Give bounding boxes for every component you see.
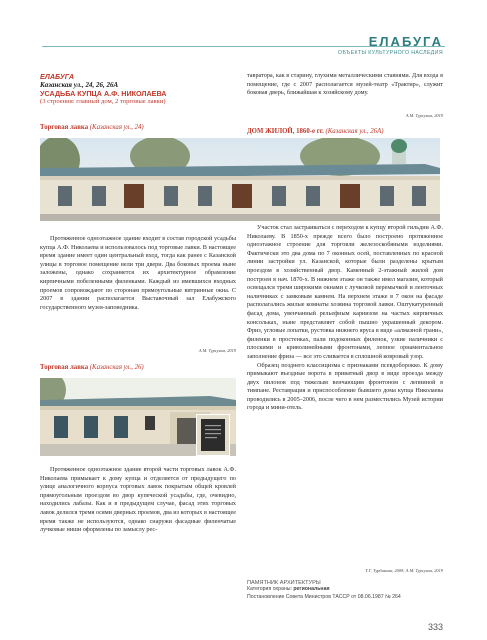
- caption-shop-24: [40, 124, 144, 131]
- footnote-heading: ПАМЯТНИК АРХИТЕКТУРЫ: [247, 580, 321, 586]
- left-body-2: [40, 466, 236, 535]
- right-body-main: [247, 224, 443, 413]
- running-header-subtitle: ОБЪЕКТЫ КУЛЬТУРНОГО НАСЛЕДИЯ: [338, 50, 443, 56]
- footnote-category-label: Категория охраны:: [247, 586, 294, 592]
- caption-residential-house-rest: (Казанская ул., 26А): [323, 128, 384, 135]
- left-paragraph-1: Протяженное одноэтажное здание входит в состав городской усадьбы купца А.Ф. Николаева и использовалось под торговые лавки. В настоящее время здание имеет один центральный вход, тогда как ранее с Казанской улицы в торговое помещение вели три двери. Два боковых проема ныне заложены, однако сохраняется их архитектурное обрамление кирпичными побеленными филенками. Каждый из имевшихся входных проемов сопровождают по сторонам прямоугольные витринные окна. С 2007 в здании располагается Выставочный зал Елабужского государственного музея-заповедника.: [40, 235, 236, 311]
- caption-shop-26-bold: Торговая лавка: [40, 364, 89, 371]
- credit-text: Т.Г. Турбинова, 2009; А.М. Турсунов, 2019: [365, 568, 443, 573]
- monument-footnote: [247, 580, 443, 601]
- photo-memorial-plaque: [196, 414, 230, 456]
- caption-shop-24-rest: (Казанская ул., 24): [88, 124, 144, 131]
- credit-photo-2: А.М. Турсунов, 2019: [405, 113, 443, 118]
- right-paragraph-main-1: Участок стал застраиваться с переходом к купцу второй гильдии А.Ф. Николаеву. В 1850-х прежде всего было построено протяженное одноэтажное строение для торговли железоскобяными изделиями. Фактически это два дома по 7 оконных осей, поставленных по красной линии застройки ул. Казанской, которые были разделены крытым проездом в хозяйственный двор. Каменный 2-этажный жилой дом построен в нач. 1870-х. В нижнем этаже он также имел магазин, который освещался тремя широкими окнами с лучковой перемычкой и ленточных наличниках с замковым камнем. На верхнем этаже в 7 окон на фасаде располагались жилые комнаты хозяина торговой лавки. Оштукатуренный фасад дома, увенчанный рельефным карнизом на частых кирпичных консольках, ныне представляет собой пышно украшенный декором. Фриз, угловые лопатки, рустовка нижнего яруса в виде «алмазной грани», филенки в простенках, пали подоконных филенок, узкие наличники с плоскими и криволинейными фронтонами, лепное орнаментальное заполнение фриза — все это сливается в сплошной ковровый узор.: [247, 224, 443, 360]
- caption-shop-24-bold: Торговая лавка: [40, 124, 89, 131]
- estate-title: УСАДЬБА КУПЦА А.Ф. НИКОЛАЕВА: [40, 89, 167, 98]
- caption-residential-house-bold: ДОМ ЖИЛОЙ, 1860-е гг.: [247, 128, 324, 135]
- page-number: 333: [427, 622, 443, 632]
- right-body-top: [247, 72, 443, 98]
- address: Казанская ул., 24, 26, 26А: [40, 81, 119, 89]
- footnote-category-value: региональная: [293, 586, 330, 592]
- estate-subtitle: (3 строения: главный дом, 2 торговые лавки): [40, 98, 166, 105]
- caption-shop-26: [40, 364, 144, 371]
- running-header-title: ЕЛАБУГА: [368, 34, 443, 49]
- left-body-1: [40, 235, 236, 312]
- credit-photo-1: А.М. Турсунов, 2019: [198, 348, 236, 353]
- footnote-category: [247, 586, 443, 594]
- footnote-decree: Постановление Совета Министров ТАССР от 08.06.1987 № 264: [247, 593, 401, 600]
- left-paragraph-2: Протяженное одноэтажное здание второй части торговых лавок А.Ф. Николаева примыкает к дому купца и отделяется от предыдущего по улице аналогичного корпуса торговых лавок покрытым общей кровлей прямоугольным проездом во двор купеческой усадьбы, где, очевидно, находились лабазы. Как и в предыдущем случае, фасад этих торговых лавок делился тремя осями дверных проемов, два из которых в настоящее время также не используются, однако снаружи фасадные филенчатые лучковые ниши оформлены по замыслу рес-: [40, 466, 236, 534]
- right-paragraph-main-2: Образец позднего классицизма с признаками псевдоборокко. К дому примыкают въездные ворота в приватный двор в виде проезда между двух пилонов под тяжелым венчающим фронтоном с лепниной в тимпане. Реставрация и приспособление бывшего дома купца Николаева проводились в 2005–2006, после чего в нем разместились Музей истории города и мини-отель.: [247, 361, 443, 412]
- photo-shop-24: [40, 138, 440, 221]
- right-paragraph-top: тавратора, как в старину, глухими металлическими ставнями. Для входа в помещение, где с 2007 располагается музей-театр «Трактир», служит боковая дверь, ближайшая к хозяйскому дому.: [247, 72, 443, 97]
- caption-residential-house: [247, 128, 384, 135]
- caption-shop-26-rest: (Казанская ул., 26): [88, 364, 144, 371]
- left-heading-block: [40, 72, 240, 105]
- city-name: ЕЛАБУГА: [40, 72, 75, 81]
